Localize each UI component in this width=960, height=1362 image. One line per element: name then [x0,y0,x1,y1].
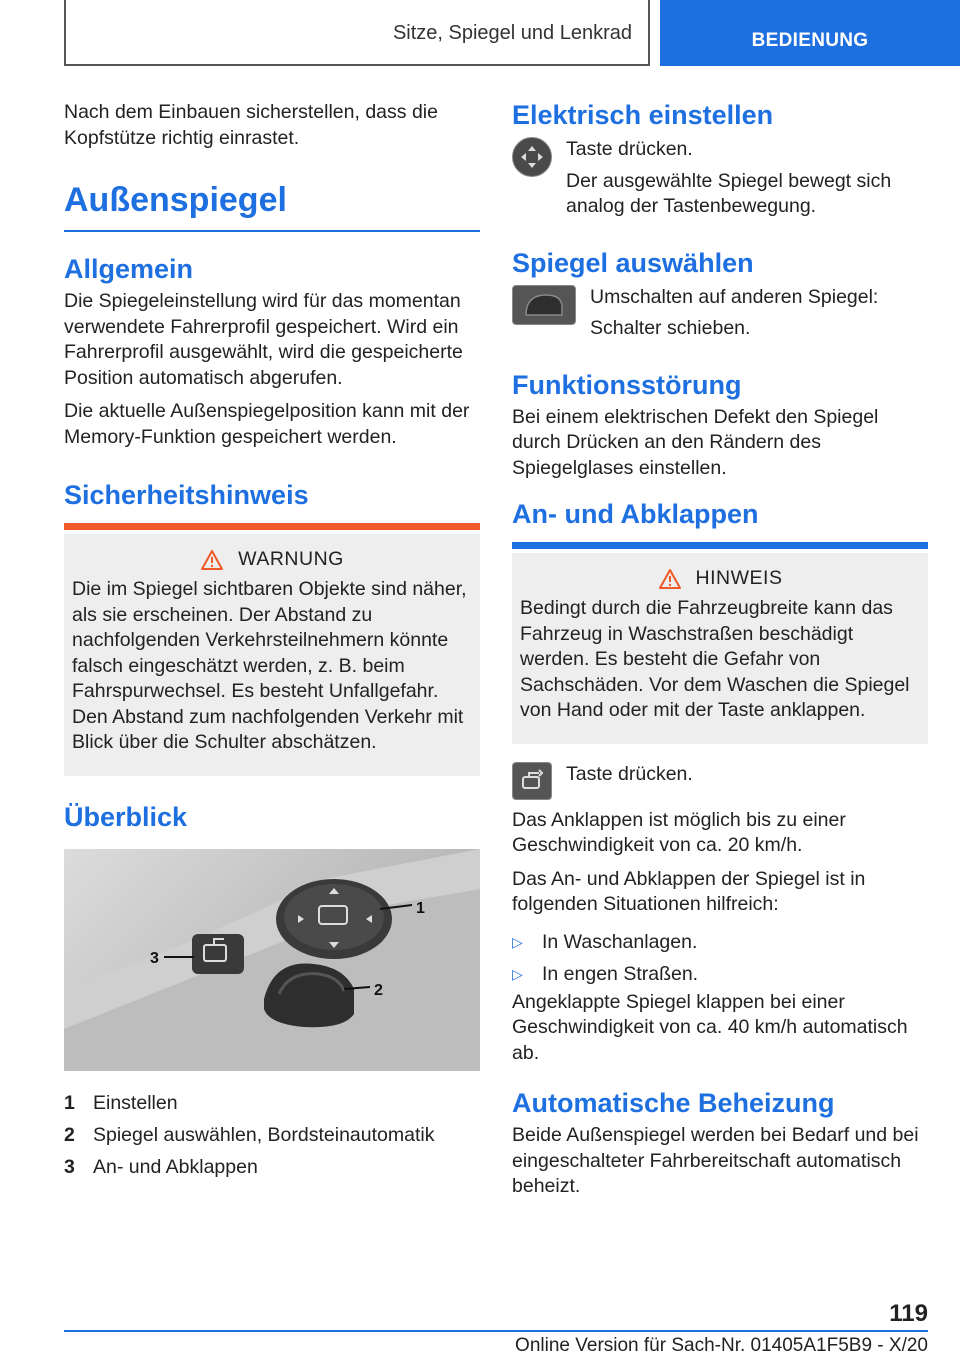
legend-text: An- und Abklappen [93,1155,258,1178]
heading-fold: An- und Abklappen [512,499,928,549]
fold-situations-text: Das An- und Abklappen der Spiegel ist in folgenden Situationen hilfreich: [512,867,866,915]
header-chapter-tab [660,0,960,66]
heading-overview: Überblick [64,801,188,832]
right-column [512,100,928,1208]
left-column [64,100,480,1183]
legend-text: Spiegel auswählen, Bordsteinautomatik [93,1123,435,1146]
header-section-title: Sitze, Spiegel und Lenkrad [392,22,632,44]
mirror-select-switch-icon [512,285,576,325]
warning-text: Die im Spiegel sichtbaren Objekte sind näher, als sie erscheinen. Der Abstand zu nachfolgenden Verkehrsteilnehmern könnte falsch eingeschätzt werden, z. B. beim Fahrspurwechsel. Es besteht Unfallgefahr. Den Abstand zum nachfolgenden Verkehr mit Blick über die Schulter abschätzen. [72,578,467,753]
bullet-triangle-icon: ▷ [512,933,523,950]
chapter-title: Außenspiegel [64,181,480,232]
electric-adjust-row [512,137,928,226]
callout-2: 2 [374,981,383,999]
heading-general: Allgemein [64,254,194,284]
intro-text: Nach dem Einbauen sicherstellen, dass die Kopfstütze richtig einrastet. [64,101,438,149]
mirror-control-photo [64,849,480,1071]
fold-step: Taste drücken. [566,762,693,785]
mirror-fold-button-icon [512,762,552,800]
legend-item [64,1119,480,1151]
legend-number: 2 [64,1123,75,1146]
warning-header [72,548,472,571]
general-paragraph-1: Die Spiegeleinstellung wird für das momentan verwendete Fahrerprofil gespeichert. Wird ein Fahrerprofil ausgewählt, wird die gespeicherte Position automatisch abgerufen. [64,290,463,389]
heading-select-mirror: Spiegel auswählen [512,247,754,278]
legend-item [64,1087,480,1119]
heading-heating: Automatische Beheizung [512,1088,835,1118]
mirror-adjust-button-icon [512,137,552,177]
legend-number: 3 [64,1155,75,1178]
header-section-box [64,0,650,66]
header-chapter-label: BEDIENUNG [751,30,869,51]
select-step-2: Schalter schieben. [590,317,751,339]
heading-safety: Sicherheitshinweis [64,480,480,530]
legend-number: 1 [64,1091,75,1114]
notice-header [520,567,920,590]
warning-triangle-icon [200,549,224,571]
list-item-text: In Waschanlagen. [542,930,698,953]
bullet-triangle-icon: ▷ [512,965,523,982]
warning-triangle-icon [658,568,682,590]
callout-1: 1 [416,899,425,917]
fold-speed-text: Das Anklappen ist möglich bis zu einer Geschwindigkeit von ca. 20 km/h. [512,808,846,856]
footer-text: Online Version für Sach-Nr. 01405A1F5B9 - X/20 [515,1335,928,1356]
mirror-control-illustration [64,849,480,1071]
malfunction-text: Bei einem elektrischen Defekt den Spiegel durch Drücken an den Rändern des Spiegelglases einstellen. [512,405,879,479]
select-step-1: Umschalten auf anderen Spiegel: [590,285,879,308]
electric-step: Taste drücken. [566,138,693,160]
legend-text: Einstellen [93,1091,178,1114]
footer-rule [64,1330,928,1332]
callout-3: 3 [150,949,159,967]
fold-button-row [512,762,928,800]
fold-auto-text: Angeklappte Spiegel klappen bei einer Geschwindigkeit von ca. 40 km/h automatisch ab. [512,990,908,1064]
heading-electric-adjust: Elektrisch einstellen [512,100,774,130]
page-header [0,0,960,66]
electric-result: Der ausgewählte Spiegel bewegt sich analog der Tastenbewegung. [566,169,892,217]
heading-malfunction: Funktionsstörung [512,369,742,400]
list-item-text: In engen Straßen. [542,962,699,985]
warning-title: WARNUNG [238,548,344,570]
warning-box [64,534,480,776]
page-number: 119 [889,1300,928,1327]
list-item [512,926,928,958]
heating-text: Beide Außenspiegel werden bei Bedarf und bei eingeschalteter Fahrbereitschaft automatisch beheizt. [512,1124,919,1197]
notice-title: HINWEIS [695,567,783,589]
notice-box [512,553,928,744]
overview-legend [64,1087,480,1183]
general-paragraph-2: Die aktuelle Außenspiegelposition kann mit der Memory-Funktion gespeichert werden. [64,400,470,448]
notice-text: Bedingt durch die Fahrzeugbreite kann das Fahrzeug in Waschstraßen beschädigt werden. Es besteht die Gefahr von Sachschäden. Vor dem Waschen die Spiegel von Hand oder mit der Taste anklappen. [520,597,910,721]
select-mirror-row [512,285,928,348]
legend-item [64,1151,480,1183]
list-item [512,958,928,990]
